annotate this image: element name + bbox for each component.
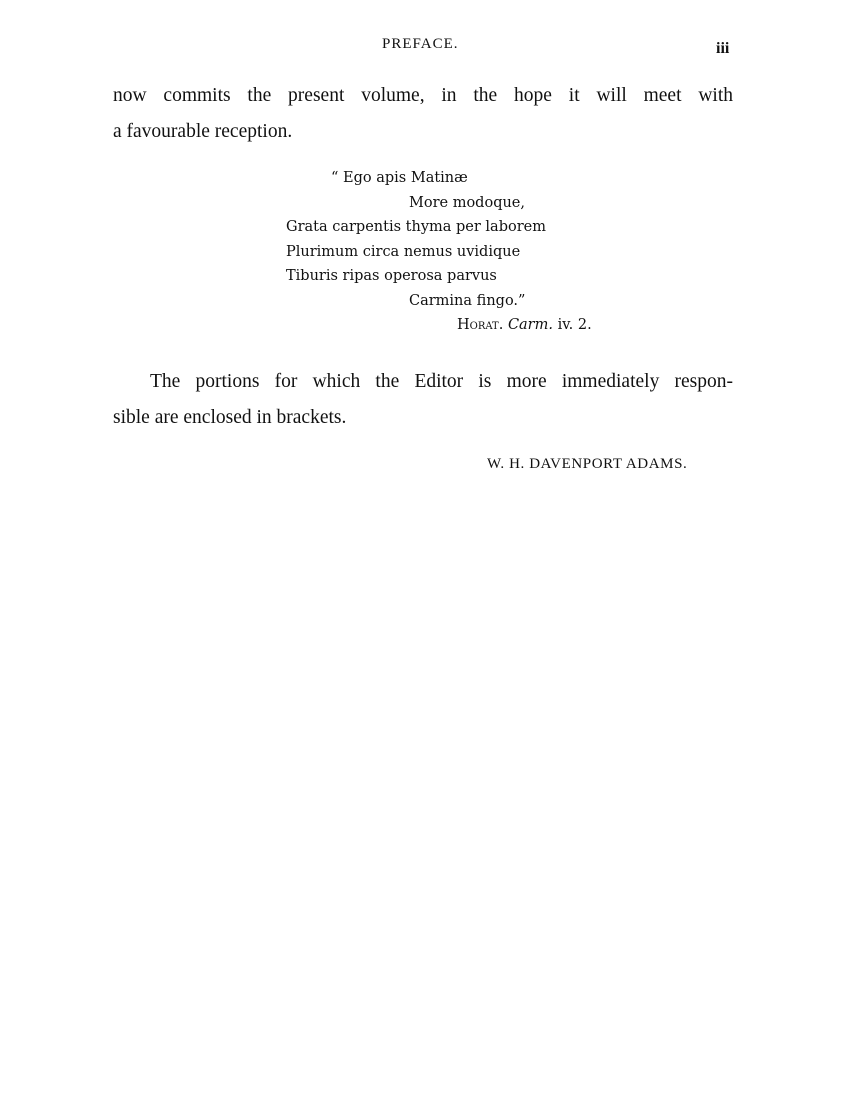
page-number: iii [716, 40, 730, 57]
verse-line: Grata carpentis thyma per laborem [286, 219, 546, 235]
verse-line: Plurimum circa nemus uvidique [286, 243, 521, 260]
verse-line: “ Ego apis Matinæ [331, 170, 468, 186]
paragraph-line: sible are enclosed in brackets. [113, 407, 347, 428]
running-title: PREFACE. [382, 36, 459, 52]
paragraph-brackets-note [113, 364, 733, 436]
citation-author: Horat. [457, 317, 504, 333]
citation-work: Carm. [507, 317, 553, 333]
running-head [0, 36, 850, 60]
verse-citation [457, 313, 592, 338]
verse-line: Carmina fingo.” [409, 292, 526, 309]
paragraph-line: a favourable reception. [113, 121, 293, 142]
editor-signature: W. H. DAVENPORT ADAMS. [487, 456, 688, 472]
paragraph-line: The portions for which the Editor is more immediately respon- [150, 371, 733, 392]
paragraph-line: now commits the present volume, in the hope it will meet with [113, 85, 733, 106]
verse-line: More modoque, [409, 194, 525, 211]
citation-reference: iv. 2. [557, 317, 592, 333]
paragraph-closing-sentence [113, 78, 733, 150]
verse-line: Tiburis ripas operosa parvus [286, 268, 497, 284]
